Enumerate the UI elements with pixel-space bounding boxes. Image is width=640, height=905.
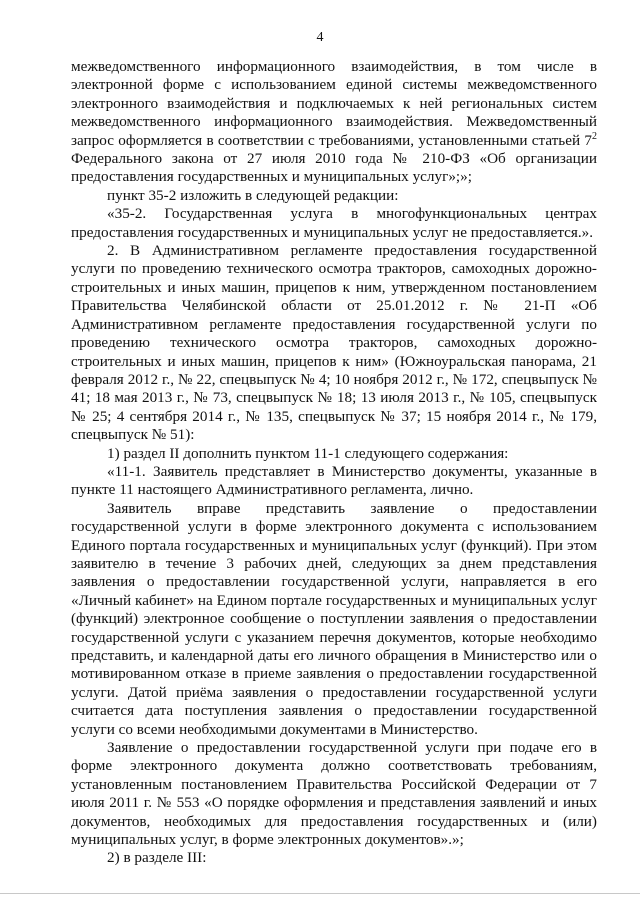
- paragraph-section-2: 2. В Административном регламенте предоставления государственной услуги по проведению технического осмотра тракторов, самоходных дорожно-строительных и иных машин, прицепов к ним, утвержденном постановлением Правительства Челябинской области от 25.01.2012 г. № 21-П «Об Административном регламенте предоставления государственной услуги по проведению технического осмотра тракторов, самоходных дорожно-строительных и иных машин, прицепов к ним» (Южноуральская панорама, 21 февраля 2012 г., № 22, спецвыпуск № 4; 10 ноября 2012 г., № 172, спецвыпуск № 41; 18 мая 2013 г., № 73, спецвыпуск № 18; 13 июля 2013 г., № 105, спецвыпуск № 25; 4 сентября 2014 г., № 135, спецвыпуск № 37; 15 ноября 2014 г., № 179, спецвыпуск № 51):: [71, 242, 597, 444]
- paragraph-text-tail: Федерального закона от 27 июля 2010 года № 210-ФЗ «Об организации предоставления государственных и муниципальных услуг»;»;: [71, 150, 597, 186]
- paragraph-electronic-application: Заявитель вправе представить заявление о предоставлении государственной услуги в форме электронного документа с использованием Единого портала государственных и муниципальных услуг (функций). При этом заявителю в течение 3 рабочих дней, следующих за днем представления заявления о предоставлении государственной услуги, направляется в его «Личный кабинет» на Едином портале государственных и муниципальных услуг (функций) электронное сообщение о поступлении заявления о предоставлении государственной услуги с указанием перечня документов, которые необходимо представить, и календарной даты его личного обращения в Министерство или о мотивированном отказе в приеме заявления о предоставлении государственной услуги. Датой приёма заявления о предоставлении государственной услуги считается дата поступления заявления о предоставлении государственной услуги со всеми необходимыми документами в Министерство.: [71, 499, 597, 738]
- page-bottom-edge: [0, 893, 640, 894]
- page-number: 4: [316, 30, 324, 45]
- paragraph-subitem-1: 1) раздел II дополнить пунктом 11-1 следующего содержания:: [107, 444, 509, 462]
- paragraph-electronic-requirements: Заявление о предоставлении государственной услуги при подаче его в форме электронного документа должно соответствовать требованиям, установленным постановлением Правительства Российской Федерации от 7 июля 2011 г. № 553 «О порядке оформления и представления заявлений и иных документов, необходимых для предоставления государственных и (или) муниципальных услуг, в форме электронных документов».»;: [71, 739, 597, 849]
- paragraph-subitem-2: 2) в разделе III:: [107, 849, 207, 867]
- paragraph-text: межведомственного информационного взаимодействия, в том числе в электронной форме с использованием единой системы межведомственного электронного взаимодействия и подключаемых к ней региональных систем межведомственного информационного взаимодействия. Межведомственный запрос оформляется в соответствии с требованиями, установленными статьей 7: [71, 58, 597, 149]
- superscript-article-number: 2: [592, 130, 597, 142]
- paragraph-item-35-2: «35-2. Государственная услуга в многофункциональных центрах предоставления государственных и муниципальных услуг не предоставляется.».: [71, 205, 597, 241]
- paragraph-item-11-1: «11-1. Заявитель представляет в Министерство документы, указанные в пункте 11 настоящего Административного регламента, лично.: [71, 462, 597, 499]
- paragraph-interagency-request: [71, 58, 597, 187]
- document-body: [71, 58, 597, 868]
- paragraph-item-35-2-intro: пункт 35-2 изложить в следующей редакции:: [107, 186, 399, 204]
